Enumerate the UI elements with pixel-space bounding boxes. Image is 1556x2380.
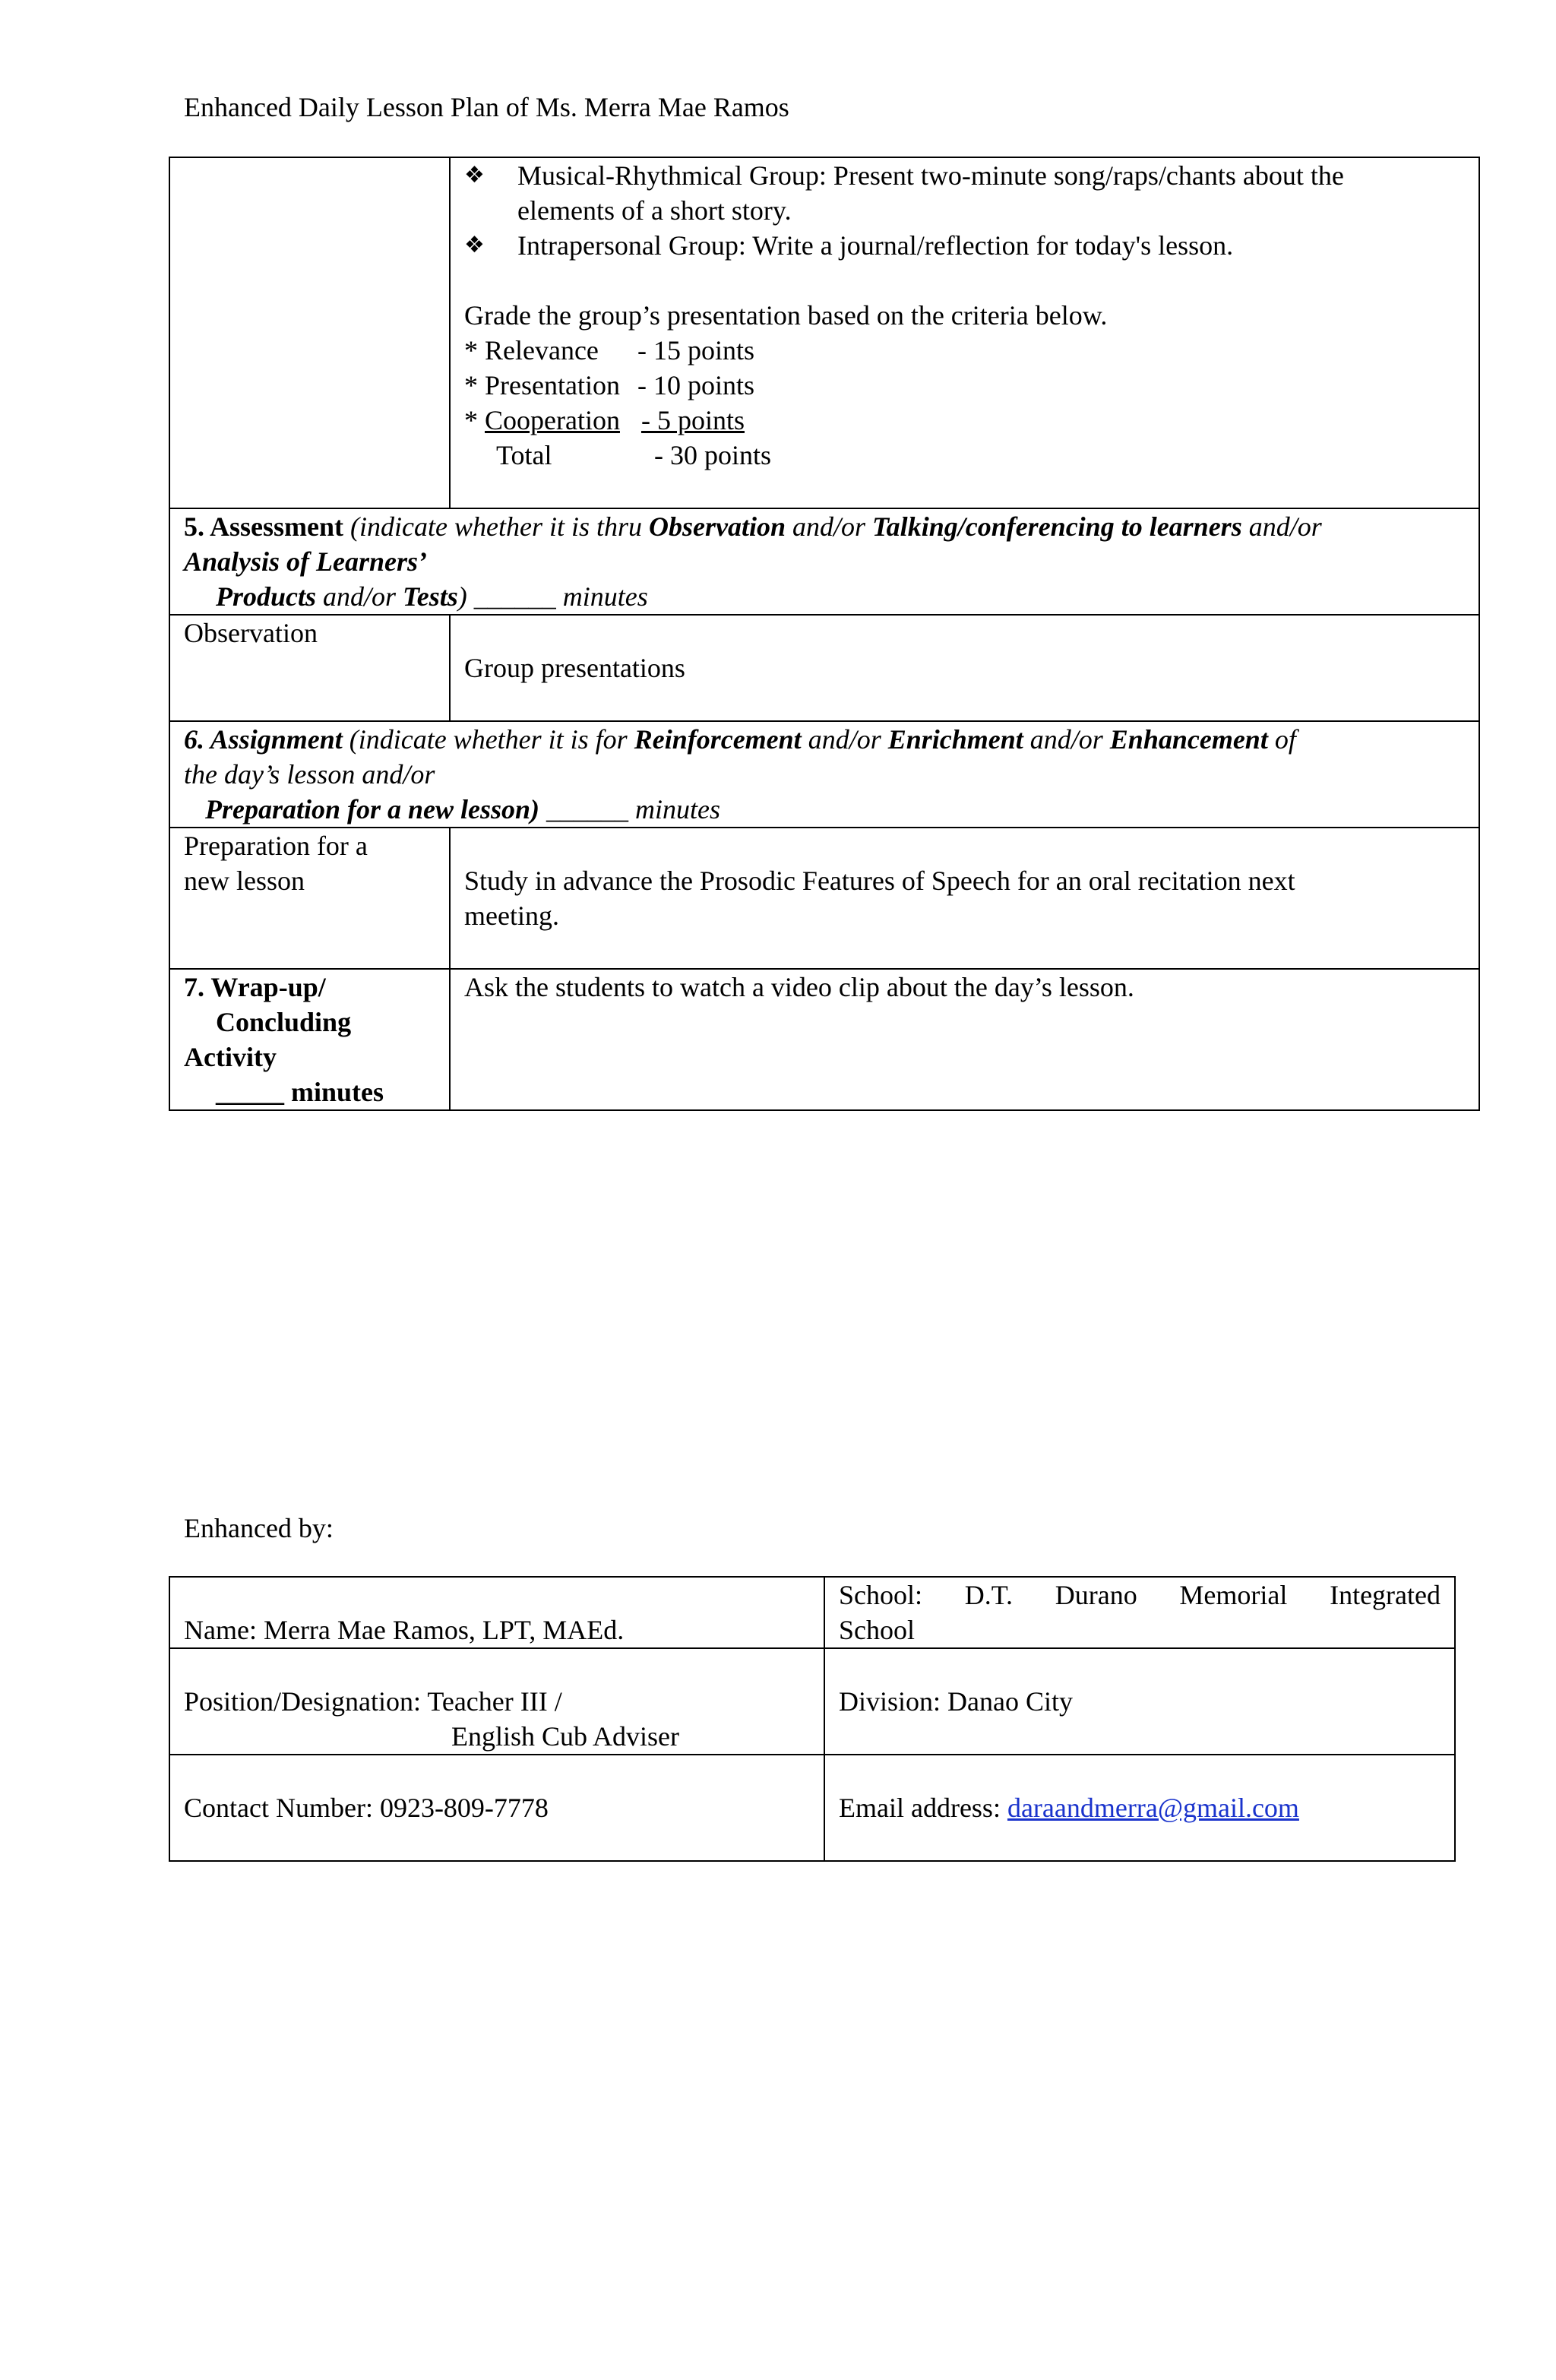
- bullet-musical: [464, 158, 1465, 228]
- division-field: Division: Danao City: [824, 1648, 1455, 1755]
- contact-field: Contact Number: 0923-809-7778: [169, 1755, 824, 1861]
- assessment-row: [169, 615, 1479, 721]
- name-field: Name: Merra Mae Ramos, LPT, MAEd.: [169, 1577, 824, 1648]
- wrapup-detail: Ask the students to watch a video clip about the day’s lesson.: [450, 969, 1479, 1110]
- bullet-text: Musical-Rhythmical Group: Present two-minute song/raps/chants about the: [517, 160, 1344, 191]
- assignment-header: 6. Assignment (indicate whether it is for Reinforcement and/or Enrichment and/or Enhancement of the day’s lesson and/or Preparation for a new lesson) ______ minutes: [169, 721, 1479, 828]
- bullet-text: Intrapersonal Group: Write a journal/reflection for today's lesson.: [517, 230, 1234, 261]
- assessment-detail: Group presentations: [450, 615, 1479, 721]
- diamond-bullet-icon: ❖: [464, 162, 485, 188]
- wrapup-label: 7. Wrap-up/ Concluding Activity _____ minutes: [169, 969, 450, 1110]
- assessment-header-row: [169, 508, 1479, 615]
- position-field: Position/Designation: Teacher III / English Cub Adviser: [169, 1648, 824, 1755]
- email-link[interactable]: daraandmerra@gmail.com: [1007, 1793, 1299, 1823]
- wrapup-row: [169, 969, 1479, 1110]
- assignment-header-row: [169, 721, 1479, 828]
- signature-table: [169, 1576, 1456, 1862]
- assessment-method: Observation: [169, 615, 450, 721]
- activity-left-cell: [169, 157, 450, 508]
- assignment-row: [169, 828, 1479, 969]
- bullet-text: elements of a short story.: [517, 195, 792, 226]
- email-field: Email address: daraandmerra@gmail.com: [824, 1755, 1455, 1861]
- lesson-plan-table: [169, 157, 1480, 1111]
- assessment-header: 5. Assessment (indicate whether it is thru Observation and/or Talking/conferencing to learners and/or Analysis of Learners’ Products and/or Tests) ______ minutes: [169, 508, 1479, 615]
- activity-row: [169, 157, 1479, 508]
- criteria-row: * Relevance - 15 points: [464, 335, 755, 366]
- diamond-bullet-icon: ❖: [464, 232, 485, 258]
- bullet-intrapersonal: [464, 228, 1465, 263]
- assignment-detail: Study in advance the Prosodic Features of Speech for an oral recitation next meeting.: [450, 828, 1479, 969]
- activity-right-cell: [450, 157, 1479, 508]
- criteria-total: Total - 30 points: [496, 440, 772, 470]
- criteria-row: * Presentation - 10 points: [464, 370, 755, 400]
- assignment-type: Preparation for a new lesson: [169, 828, 450, 969]
- criteria-row: * Cooperation - 5 points: [464, 405, 745, 435]
- enhanced-by-label: Enhanced by:: [184, 1513, 334, 1543]
- page-header: Enhanced Daily Lesson Plan of Ms. Merra Mae Ramos: [184, 92, 789, 122]
- criteria-intro: Grade the group’s presentation based on the criteria below.: [464, 300, 1108, 331]
- school-field: School: D.T. Durano Memorial Integrated School: [824, 1577, 1455, 1648]
